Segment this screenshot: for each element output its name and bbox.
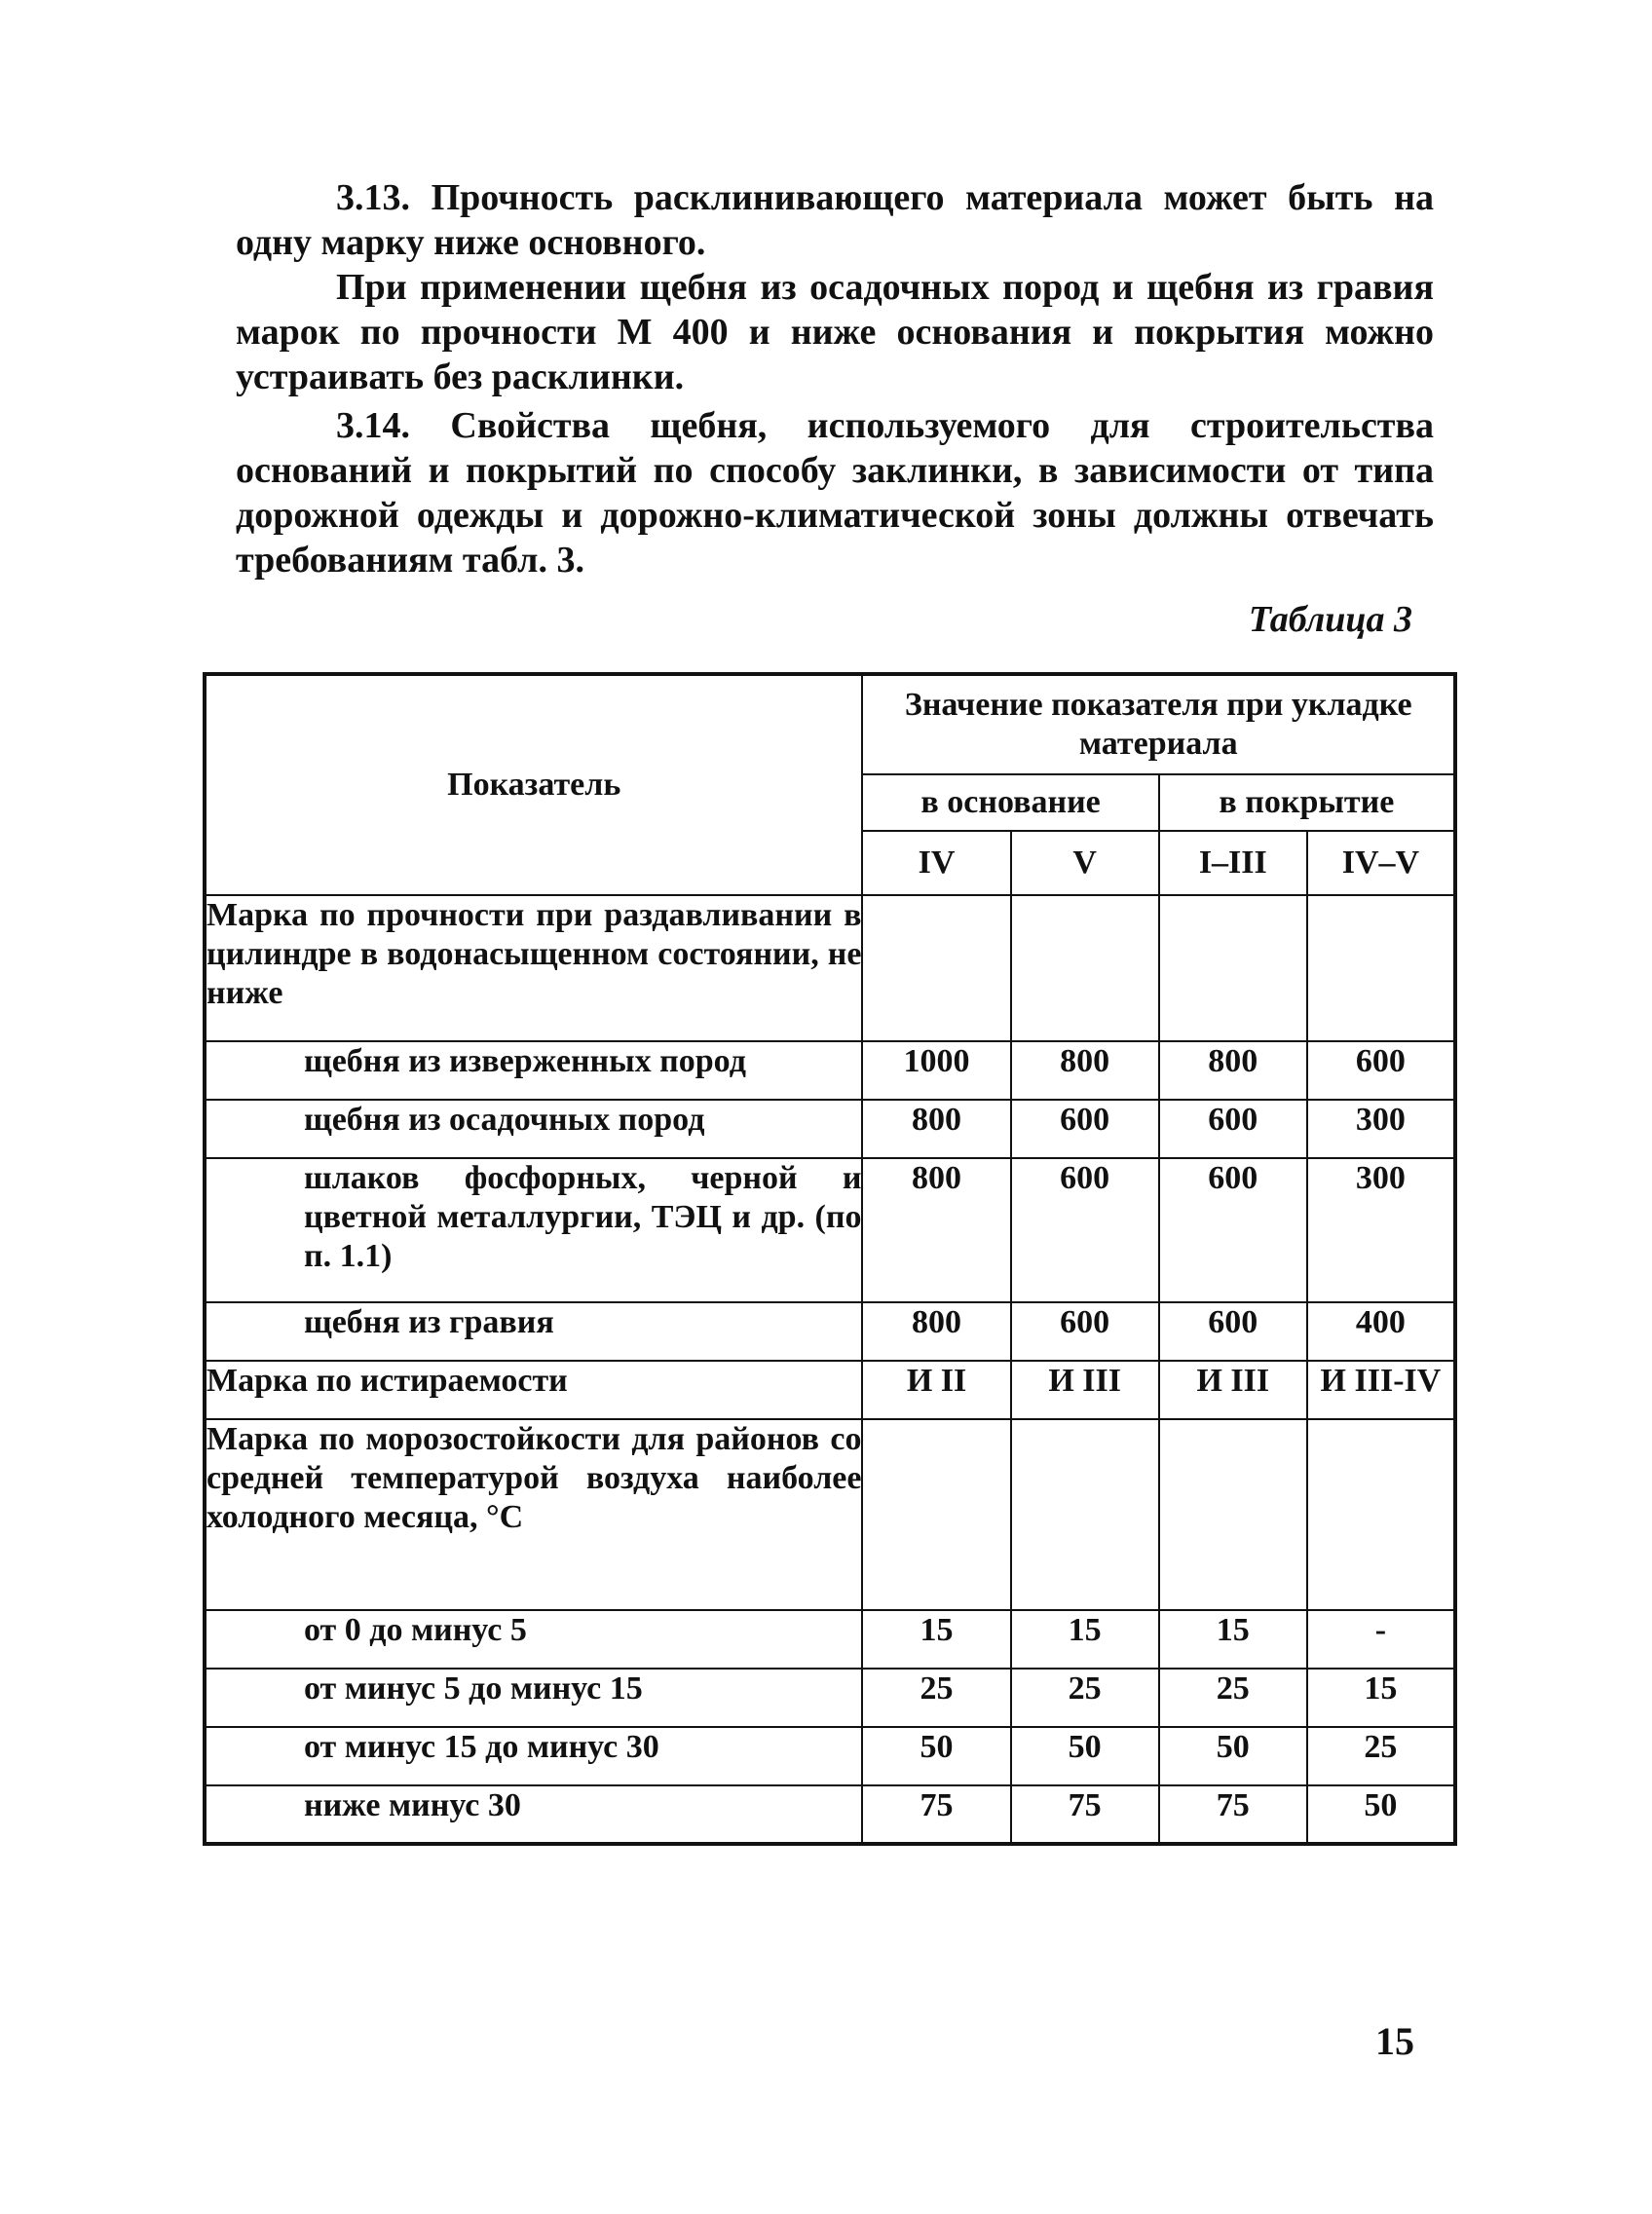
- cell-value: 800: [862, 1100, 1010, 1158]
- cell-value: 75: [862, 1785, 1010, 1844]
- cell-value: 15: [1011, 1610, 1159, 1669]
- table-row: [205, 1302, 1455, 1361]
- header-zone-iv: IV: [862, 831, 1010, 895]
- paragraph-crushed-stone: При применении щебня из осадочных пород и щебня из гравия марок по прочности М 400 и ниже основания и покрытия можно устраивать без расклинки.: [236, 267, 1434, 397]
- cell-value: [1159, 1419, 1307, 1610]
- cell-value: 75: [1159, 1785, 1307, 1844]
- cell-value: 600: [1011, 1158, 1159, 1302]
- row-label: щебня из гравия: [205, 1302, 862, 1361]
- table-row: [205, 1419, 1455, 1610]
- cell-value: 400: [1307, 1302, 1455, 1361]
- page-number: 15: [1375, 2019, 1414, 2063]
- cell-value: 25: [1159, 1669, 1307, 1727]
- cell-value: [1159, 895, 1307, 1041]
- cell-value: [1011, 1419, 1159, 1610]
- cell-value: [862, 1419, 1010, 1610]
- table-row: [205, 1610, 1455, 1669]
- table-row: [205, 1041, 1455, 1100]
- cell-value: 300: [1307, 1100, 1455, 1158]
- cell-value: И III: [1159, 1361, 1307, 1419]
- cell-value: 15: [862, 1610, 1010, 1669]
- cell-value: 25: [1011, 1669, 1159, 1727]
- table-row: [205, 1361, 1455, 1419]
- table-row: [205, 1669, 1455, 1727]
- header-base: в основание: [862, 774, 1158, 831]
- header-zone-v: V: [1011, 831, 1159, 895]
- cell-value: 600: [1159, 1302, 1307, 1361]
- table-row: [205, 1785, 1455, 1844]
- cell-value: 800: [1159, 1041, 1307, 1100]
- cell-value: [1307, 1419, 1455, 1610]
- paragraph-3-13: 3.13. Прочность расклинивающего материала может быть на одну марку ниже основного.: [236, 177, 1434, 263]
- table-row: [205, 1100, 1455, 1158]
- cell-value: 50: [1159, 1727, 1307, 1785]
- cell-value: И III: [1011, 1361, 1159, 1419]
- cell-value: [1307, 895, 1455, 1041]
- cell-value: И III-IV: [1307, 1361, 1455, 1419]
- cell-value: 50: [862, 1727, 1010, 1785]
- cell-value: [1011, 895, 1159, 1041]
- table-row: [205, 1158, 1455, 1302]
- cell-value: 600: [1011, 1100, 1159, 1158]
- cell-value: И II: [862, 1361, 1010, 1419]
- row-label: щебня из изверженных пород: [205, 1041, 862, 1100]
- row-label: Марка по прочности при раздавливании в цилиндре в водонасыщенном состоянии, не ниже: [205, 895, 862, 1041]
- row-label: щебня из осадочных пород: [205, 1100, 862, 1158]
- properties-table: [203, 672, 1457, 1846]
- header-zone-iv-v: IV–V: [1307, 831, 1455, 895]
- cell-value: 600: [1011, 1302, 1159, 1361]
- row-label: ниже минус 30: [205, 1785, 862, 1844]
- cell-value: 25: [1307, 1727, 1455, 1785]
- cell-value: 1000: [862, 1041, 1010, 1100]
- table-row: [205, 895, 1455, 1041]
- cell-value: 800: [1011, 1041, 1159, 1100]
- cell-value: -: [1307, 1610, 1455, 1669]
- header-indicator: Показатель: [205, 674, 862, 895]
- header-value-group: Значение показателя при укладке материала: [862, 674, 1455, 774]
- cell-value: 600: [1159, 1158, 1307, 1302]
- table-caption: Таблица 3: [1248, 599, 1412, 640]
- cell-value: 600: [1307, 1041, 1455, 1100]
- cell-value: 300: [1307, 1158, 1455, 1302]
- cell-value: 600: [1159, 1100, 1307, 1158]
- row-label: Марка по морозостойкости для районов со средней температурой воздуха наиболее холодного месяца, °С: [205, 1419, 862, 1610]
- header-surface: в покрытие: [1159, 774, 1455, 831]
- row-label: Марка по истираемости: [205, 1361, 862, 1419]
- table-row: [205, 1727, 1455, 1785]
- cell-value: 15: [1307, 1669, 1455, 1727]
- row-label: от 0 до минус 5: [205, 1610, 862, 1669]
- cell-value: 15: [1159, 1610, 1307, 1669]
- cell-value: 800: [862, 1302, 1010, 1361]
- cell-value: 25: [862, 1669, 1010, 1727]
- cell-value: [862, 895, 1010, 1041]
- row-label: от минус 15 до минус 30: [205, 1727, 862, 1785]
- row-label: от минус 5 до минус 15: [205, 1669, 862, 1727]
- cell-value: 50: [1011, 1727, 1159, 1785]
- row-label: шлаков фосфорных, черной и цветной металлургии, ТЭЦ и др. (по п. 1.1): [205, 1158, 862, 1302]
- cell-value: 50: [1307, 1785, 1455, 1844]
- header-zone-i-iii: I–III: [1159, 831, 1307, 895]
- cell-value: 800: [862, 1158, 1010, 1302]
- cell-value: 75: [1011, 1785, 1159, 1844]
- paragraph-3-14: 3.14. Свойства щебня, используемого для строительства оснований и покрытий по способу заклинки, в зависимости от типа дорожной одежды и дорожно-климатической зоны должны отвечать требованиям табл. 3.: [236, 405, 1434, 581]
